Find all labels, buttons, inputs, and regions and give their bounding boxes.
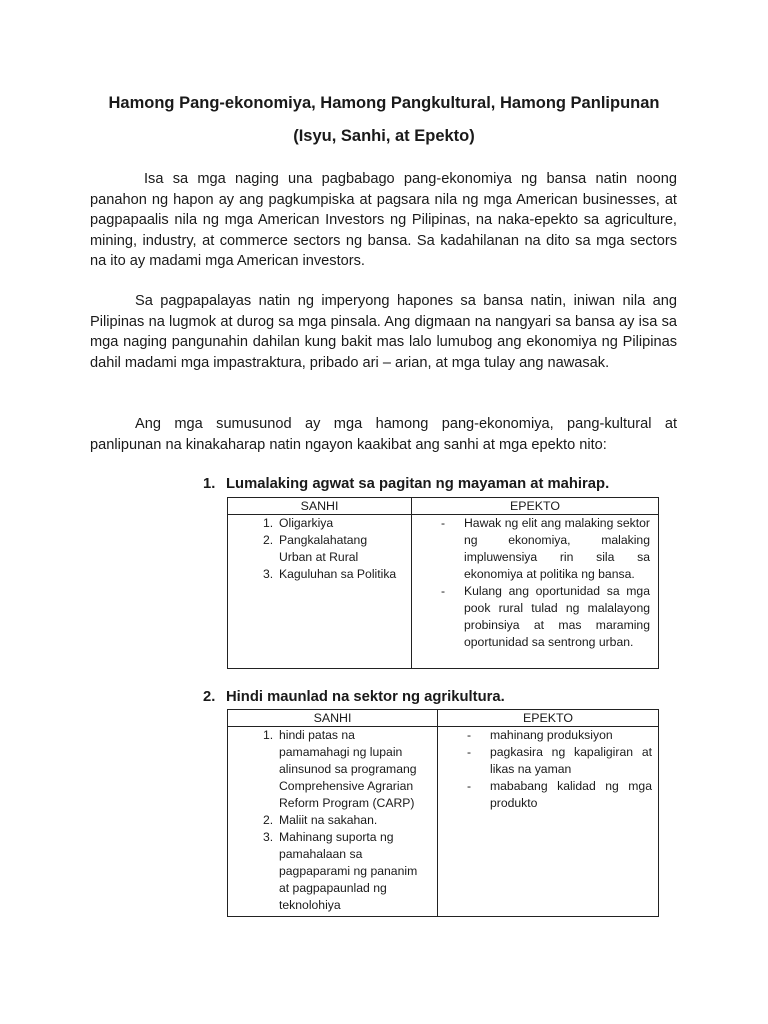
paragraph-2: Sa pagpapalayas natin ng imperyong hapones sa bansa natin, iniwan nila ang Pilipinas na lugmok at durog sa mga pinsala. Ang digmaan na nangyari sa bansa ay isa sa mga naging pangunahin dahilan kung bakit mas lalo lumubog ang ekonomiya ng Pilipinas dahil madami mga impastraktura, pribado ari – arian, at mga tulay ang nawasak. (90, 293, 677, 371)
issue-1-number: 1. (203, 476, 216, 492)
issue-2-col-effect: EPEKTO (438, 710, 659, 727)
issue-2-heading (203, 689, 505, 705)
list-item: - mababang kalidad ng mga produkto (467, 779, 652, 810)
issue-1-table (227, 497, 659, 669)
issue-1-col-effect: EPEKTO (412, 498, 659, 515)
list-item: - mahinang produksiyon (467, 728, 613, 742)
issue-1-causes-list (228, 515, 411, 583)
issue-1-effects-list (412, 515, 658, 651)
issue-2-table (227, 709, 659, 917)
list-item: - Kulang ang oportunidad sa mga pook rural tulad ng malalayong probinsiya at mas maraming oportunidad sa sentrong urban. (441, 584, 650, 649)
document-subtitle: (Isyu, Sanhi, at Epekto) (293, 127, 475, 145)
issue-1-causes-cell (228, 515, 412, 669)
issue-2-causes-list (228, 727, 437, 914)
issue-1-heading (203, 476, 609, 492)
issue-1-effects-cell (412, 515, 659, 669)
issue-2-number: 2. (203, 689, 216, 705)
document-title: Hamong Pang-ekonomiya, Hamong Pangkultural, Hamong Panlipunan (108, 94, 660, 112)
list-item: 2. Pangkalahatang Urban at Rural (263, 533, 368, 564)
issue-2-effects-cell (438, 727, 659, 917)
issue-2-col-cause: SANHI (228, 710, 438, 727)
list-item: 3. Kaguluhan sa Politika (263, 567, 397, 581)
list-item: - Hawak ng elit ang malaking sektor ng ekonomiya, malaking impluwensiya rin sila sa ekonomiya at politika ng bansa. (441, 516, 650, 581)
issue-2-causes-cell (228, 727, 438, 917)
issue-1-col-cause: SANHI (228, 498, 412, 515)
issue-2-effects-list (438, 727, 658, 812)
issue-1-title: Lumalaking agwat sa pagitan ng mayaman at mahirap. (226, 476, 610, 492)
paragraph-1: Isa sa mga naging una pagbabago pang-ekonomiya ng bansa natin noong panahon ng hapon ay ang pagkumpiska at pagsara nila ng mga American businesses, at pagpapaalis nila ng mga American Investors ng Pilipinas, na naka-epekto sa agriculture, mining, industry, at commerce sectors ng bansa. Sa kadahilanan na dito sa mga sectors na ito ay madami mga American investors. (90, 171, 677, 270)
list-item: 1. hindi patas na pamamahagi ng lupain alinsunod sa programang Comprehensive Agrarian Reform Program (CARP) (263, 728, 417, 810)
list-item: - pagkasira ng kapaligiran at likas na yaman (467, 745, 652, 776)
list-item: 2. Maliit na sakahan. (263, 813, 378, 827)
list-item: 3. Mahinang suporta ng pamahalaan sa pagpaparami ng pananim at pagpapaunlad ng teknolohiya (263, 830, 418, 912)
list-item: 1. Oligarkiya (263, 516, 334, 530)
paragraph-3: Ang mga sumusunod ay mga hamong pang-ekonomiya, pang-kultural at panlipunan na kinakaharap natin ngayon kaakibat ang sanhi at mga epekto nito: (90, 416, 677, 453)
issue-2-title: Hindi maunlad na sektor ng agrikultura. (226, 689, 505, 705)
